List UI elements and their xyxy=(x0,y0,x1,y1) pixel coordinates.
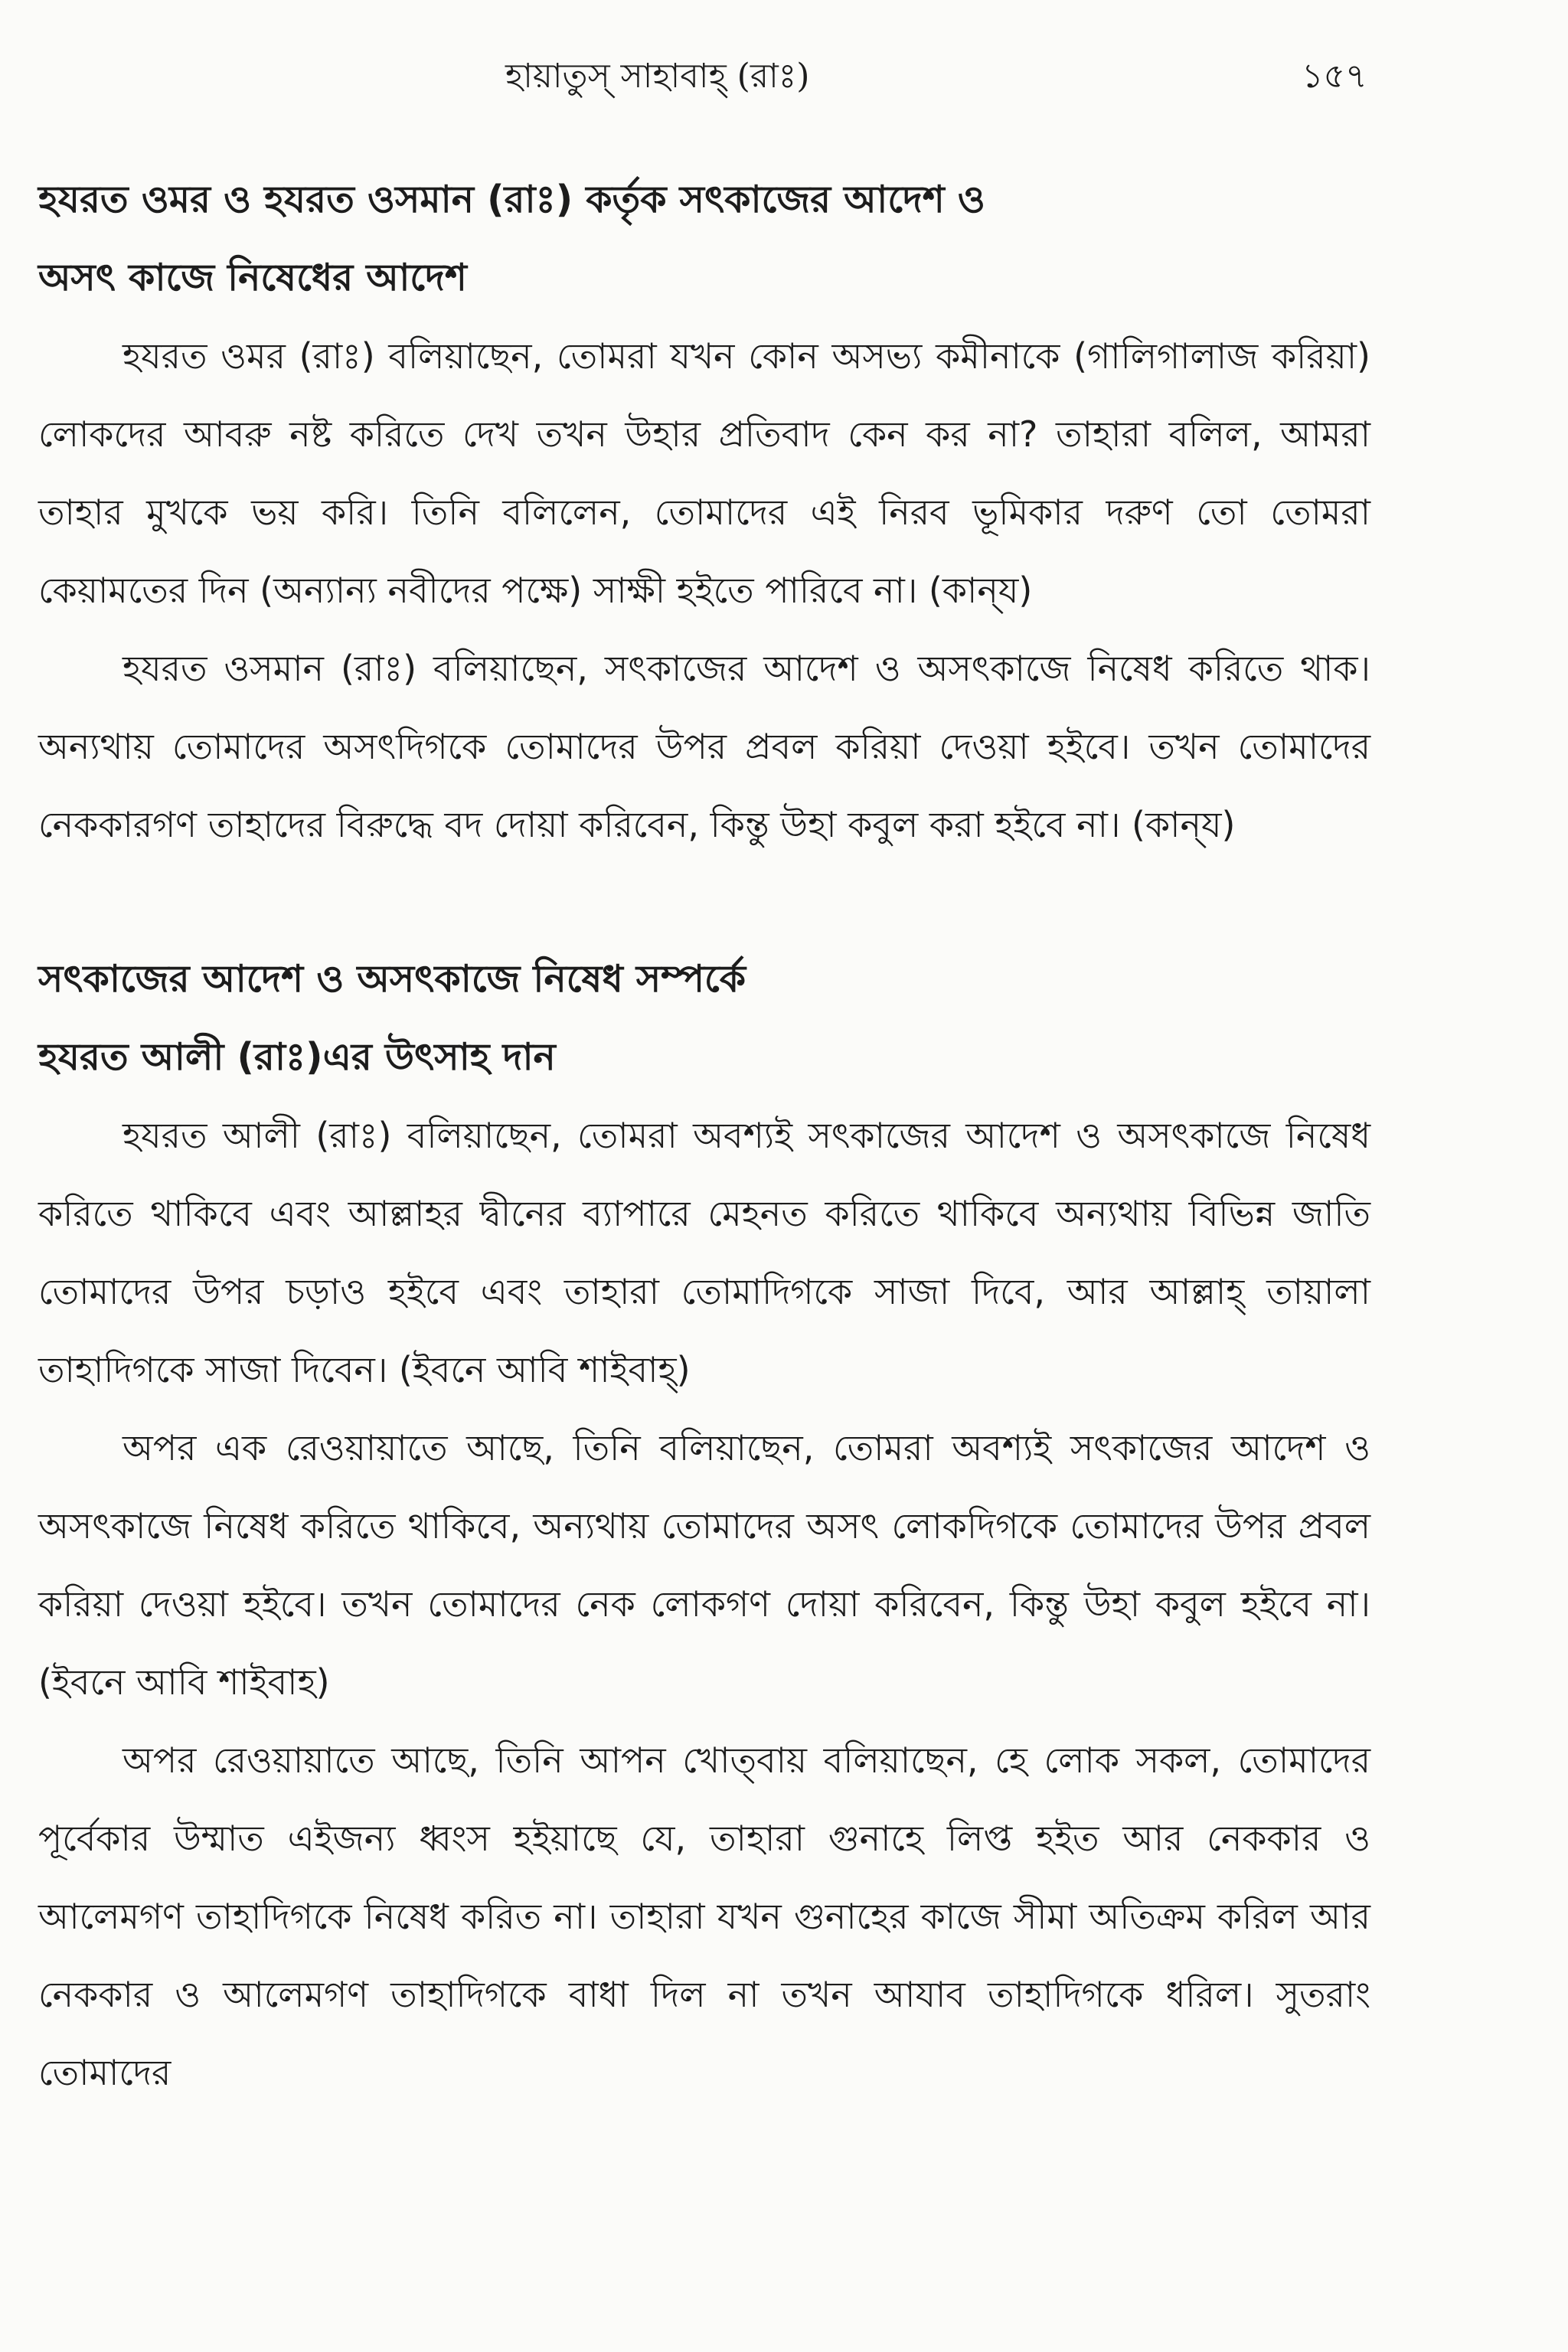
paragraph: হযরত ওসমান (রাঃ) বলিয়াছেন, সৎকাজের আদেশ ও অসৎকাজে নিষেধ করিতে থাক। অন্যথায় তোমাদের অসৎদিগকে তোমাদের উপর প্রবল করিয়া দেওয়া হইবে। তখন তোমাদের নেককারগণ তাহাদের বিরুদ্ধে বদ দোয়া করিবেন, কিন্তু উহা কবুল করা হইবে না। (কান্‌য) xyxy=(38,648,1370,845)
section-spacer xyxy=(38,864,1370,940)
running-head-title: হায়াতুস্ সাহাবাহ্ (রাঃ) xyxy=(505,57,810,96)
section-heading-line: হযরত আলী (রাঃ)এর উৎসাহ দান xyxy=(38,1035,556,1079)
page-content xyxy=(38,161,1370,2112)
section-heading-line: সৎকাজের আদেশ ও অসৎকাজে নিষেধ সম্পর্কে xyxy=(38,957,746,1001)
section-ali xyxy=(38,940,1370,2112)
paragraph: অপর এক রেওয়ায়াতে আছে, তিনি বলিয়াছেন, তোমরা অবশ্যই সৎকাজের আদেশ ও অসৎকাজে নিষেধ করিতে থাকিবে, অন্যথায় তোমাদের অসৎ লোকদিগকে তোমাদের উপর প্রবল করিয়া দেওয়া হইবে। তখন তোমাদের নেক লোকগণ দোয়া করিবেন, কিন্তু উহা কবুল হইবে না। (ইবনে আবি শাইবাহ) xyxy=(38,1427,1370,1703)
paragraph: হযরত আলী (রাঃ) বলিয়াছেন, তোমরা অবশ্যই সৎকাজের আদেশ ও অসৎকাজে নিষেধ করিতে থাকিবে এবং আল্লাহর দ্বীনের ব্যাপারে মেহনত করিতে থাকিবে অন্যথায় বিভিন্ন জাতি তোমাদের উপর চড়াও হইবে এবং তাহারা তোমাদিগকে সাজা দিবে, আর আল্লাহ্ তায়ালা তাহাদিগকে সাজা দিবেন। (ইবনে আবি শাইবাহ্) xyxy=(38,1115,1370,1390)
section-heading-line: অসৎ কাজে নিষেধের আদেশ xyxy=(38,256,467,299)
page-number: ১৫৭ xyxy=(1302,57,1367,96)
section-omar-osman xyxy=(38,161,1370,864)
paragraph: অপর রেওয়ায়াতে আছে, তিনি আপন খোত্‌বায় বলিয়াছেন, হে লোক সকল, তোমাদের পূর্বেকার উম্মাত এইজন্য ধ্বংস হইয়াছে যে, তাহারা গুনাহে লিপ্ত হইত আর নেককার ও আলেমগণ তাহাদিগকে নিষেধ করিত না। তাহারা যখন গুনাহের কাজে সীমা অতিক্রম করিল আর নেককার ও আলেমগণ তাহাদিগকে বাধা দিল না তখন আযাব তাহাদিগকে ধরিল। সুতরাং তোমাদের xyxy=(38,1740,1370,2093)
section-heading-line: হযরত ওমর ও হযরত ওসমান (রাঃ) কর্তৃক সৎকাজের আদেশ ও xyxy=(38,178,985,221)
paragraph: হযরত ওমর (রাঃ) বলিয়াছেন, তোমরা যখন কোন অসভ্য কমীনাকে (গালিগালাজ করিয়া) লোকদের আবরু নষ্ট করিতে দেখ তখন উহার প্রতিবাদ কেন কর না? তাহারা বলিল, আমরা তাহার মুখকে ভয় করি। তিনি বলিলেন, তোমাদের এই নিরব ভূমিকার দরুণ তো তোমরা কেয়ামতের দিন (অন্যান্য নবীদের পক্ষে) সাক্ষী হইতে পারিবে না। (কান্‌য) xyxy=(38,335,1370,611)
running-head xyxy=(0,54,1568,107)
